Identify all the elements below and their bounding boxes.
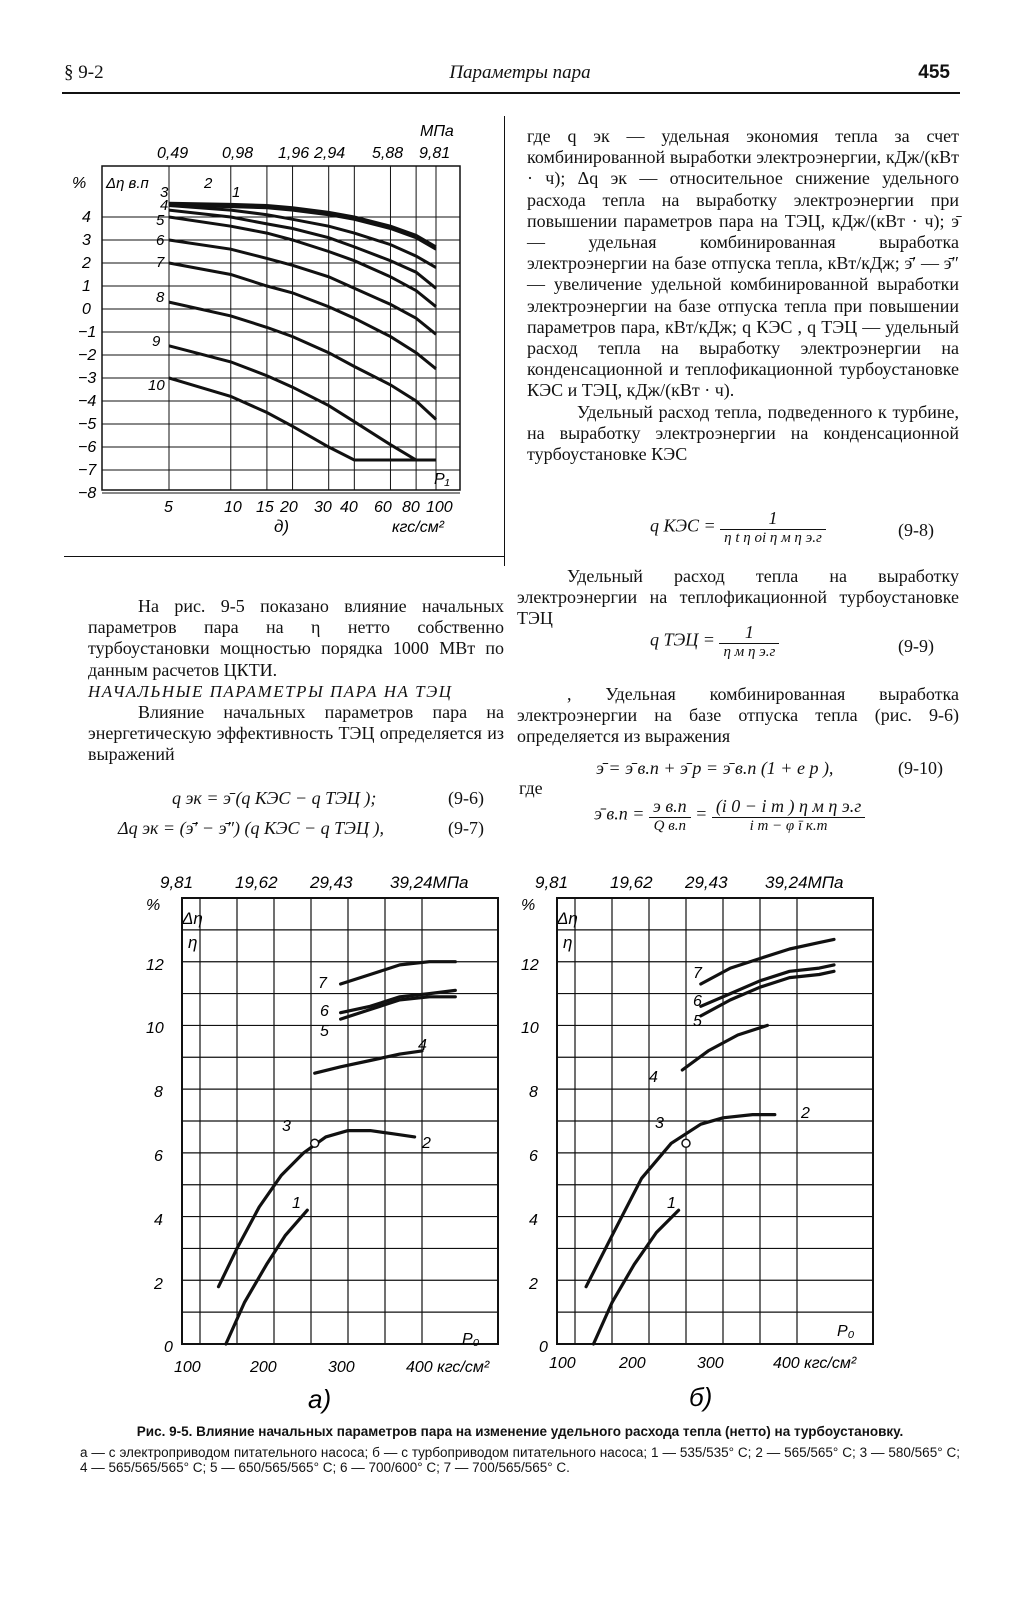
chart-d-y-tick: 0 [82, 301, 91, 318]
chart-a-curve-label: 1 [292, 1195, 301, 1212]
chart-b-curve-label: 6 [693, 993, 702, 1010]
chart-a-panel-label: а) [308, 1384, 332, 1414]
equation-number-9-9: (9-9) [898, 636, 934, 656]
eq8-fraction [720, 508, 826, 547]
chart-point-3 [311, 1139, 319, 1147]
chart-b-y-tick: 10 [521, 1020, 539, 1037]
chart-d-x-unit: кгс/см² [392, 519, 445, 536]
page-number: 455 [918, 62, 950, 83]
eq11-numerator-1: э в.п [649, 796, 691, 818]
chart-a-curve-label: 4 [418, 1037, 427, 1054]
paragraph-tec [517, 566, 959, 630]
chart-d-x-tick: 20 [280, 499, 298, 516]
chart-series-4 [682, 1025, 767, 1070]
chart-d-series-6 [169, 240, 436, 334]
chart-a-x-tick: 400 кгс/см² [406, 1359, 490, 1376]
chart-d-curve-label: 9 [152, 333, 161, 350]
eq11-equals: = [695, 803, 708, 824]
chart-a-y-tick: 12 [146, 957, 164, 974]
chart-d-x-tick: 60 [374, 499, 392, 516]
equation-number-9-7: (9-7) [448, 818, 484, 838]
chart-b-panel-label: б) [689, 1382, 713, 1412]
chart-b-curve-label: 7 [693, 965, 702, 982]
running-title: Параметры пара [449, 62, 591, 83]
chart-d-x-tick: 15 [256, 499, 274, 516]
chart-d-top-ticks [157, 145, 450, 162]
chart-d-x-tick: 10 [224, 499, 242, 516]
chart-b-curve-label: 2 [801, 1105, 810, 1122]
chart-d-y-tick: 4 [82, 209, 91, 226]
equation-9-7: Δq эк = (э̄′ − э̄″) (q КЭС − q ТЭЦ ), [118, 818, 384, 838]
chart-d-p-label: P₁ [434, 471, 450, 488]
equation-number-9-6: (9-6) [448, 788, 484, 808]
paragraph-fig-ref: На рис. 9-5 показано влияние начальных параметров пара на η нетто собственно турбоустановки мощностью порядка 1000 МВт по данным расчетов ЦКТИ. [88, 596, 504, 680]
chart-d-top-tick: 9,81 [419, 145, 451, 162]
chart-d-y-ticks [78, 209, 97, 502]
paragraph-combined [517, 684, 959, 748]
eq9-denominator: η м η э.г [723, 644, 776, 660]
chart-b-curve-label: 3 [655, 1115, 664, 1132]
chart-d-curve-label: 5 [156, 212, 165, 229]
chart-d-y-tick: 1 [82, 278, 91, 295]
eq9-fraction [719, 622, 779, 661]
chart-b-curve-label: 5 [693, 1013, 702, 1030]
eq9-lhs: q ТЭЦ = [650, 629, 715, 650]
chart-b-y-tick: 4 [529, 1212, 538, 1229]
chart-a-top-tick: 29,43 [310, 873, 353, 892]
chart-b-y-label-den: η [563, 933, 573, 952]
chart-b-x-tick: 400 кгс/см² [773, 1355, 857, 1372]
chart-b-y-tick: 2 [529, 1276, 538, 1293]
paragraph-influence: Влияние начальных параметров пара на энергетическую эффективность ТЭЦ определяется из выражений [88, 702, 504, 765]
eq11-denominator-1: Q в.п [653, 818, 686, 834]
header-rule [62, 92, 960, 94]
left-column [88, 596, 504, 766]
chart-d-y-tick: −1 [78, 324, 97, 341]
chart-d-curve-label: 10 [148, 377, 165, 394]
chart-series-2 [586, 1115, 775, 1287]
chart-series-7 [341, 962, 456, 984]
chart-a-curve-label: 2 [422, 1135, 431, 1152]
chart-b-top-tick: 29,43 [685, 873, 728, 892]
chart-d-top-tick: 5,88 [372, 145, 404, 162]
figure-rule [64, 556, 504, 557]
chart-d-curve-label: 1 [232, 184, 241, 201]
chart-a-x-tick: 300 [328, 1359, 355, 1376]
eq11-lhs: э̄ в.п = [594, 803, 645, 824]
chart-a-top-tick: 9,81 [160, 873, 194, 892]
chart-a-y-tick: 0 [164, 1339, 173, 1356]
equation-9-6: q эк = э̄ (q КЭС − q ТЭЦ ); [172, 788, 377, 808]
chart-b-y-tick: 12 [521, 957, 539, 974]
chart-b-x-ticks [549, 1355, 857, 1372]
section-heading: НАЧАЛЬНЫЕ ПАРАМЕТРЫ ПАРА НА ТЭЦ [88, 681, 453, 701]
chart-a-top-tick: 39,24МПа [390, 873, 469, 892]
chart-d-y-tick: −5 [78, 416, 97, 433]
chart-b-top-tick: 19,62 [610, 873, 653, 892]
chart-d-top-unit: МПа [420, 123, 454, 140]
chart-b-y-unit: % [521, 897, 536, 914]
column-divider [504, 116, 505, 566]
equation-number-9-10: (9-10) [898, 758, 943, 778]
caption-legend: а — с электроприводом питательного насоса; б — с турбоприводом питательного насоса; 1 — 535/535° С; 2 — 565/565° С; 3 — 580/565° С; 4 — 565/565/565° С; 5 — 650/565/565° С; 6 — 700/600° С; 7 — 700/565/565° С. [80, 1445, 960, 1475]
chart-d-y-unit: % [72, 175, 87, 192]
chart-a-y-tick: 2 [154, 1276, 163, 1293]
chart-b-curve-label: 4 [649, 1069, 658, 1086]
chart-d-y-tick: 2 [82, 255, 91, 272]
chart-a-y-unit: % [146, 897, 161, 914]
chart-d-x-tick: 40 [340, 499, 358, 516]
chart-b-y-tick: 0 [539, 1339, 548, 1356]
figure-caption [80, 1424, 960, 1475]
chart-a-y-tick: 6 [154, 1148, 163, 1165]
eq8-numerator: 1 [720, 508, 826, 530]
chart-a-y-label-den: η [188, 933, 198, 952]
chart-d-panel-label: д) [274, 517, 290, 536]
chart-a-x-tick: 200 [250, 1359, 277, 1376]
paragraph-combined-text: , Удельная комбинированная выработка электроэнергии на базе отпуска тепла (рис. 9-6) определяется из выражения [517, 684, 959, 747]
chart-a-y-label-num: Δη [182, 909, 203, 928]
eq11-fraction-2 [712, 796, 865, 835]
chart-a-x-tick: 100 [174, 1359, 201, 1376]
chart-a-curve-label: 7 [318, 975, 327, 992]
chart-a-curve-label: 5 [320, 1023, 329, 1040]
eq9-numerator: 1 [719, 622, 779, 644]
eq11-denominator-2: i т − φ ī к.т [749, 818, 828, 834]
chart-d-curve-label: 3 [160, 184, 169, 201]
equation-ev [594, 796, 865, 835]
paragraph-kes: Удельный расход тепла, подведенного к турбине, на выработку электроэнергии на конденсационной турбоустановке КЭС [527, 401, 959, 465]
caption-title: Рис. 9-5. Влияние начальных параметров пара на изменение удельного расхода тепла (нетто) на турбоустановку. [136, 1424, 904, 1439]
chart-b-y-label-num: Δη [557, 909, 578, 928]
chart-b-top-tick: 39,24МПа [765, 873, 844, 892]
chart-d-y-tick: 3 [82, 232, 91, 249]
chart-d-y-tick: −7 [78, 462, 97, 479]
chart-b-y-ticks [521, 957, 548, 1356]
chart-a-grid [182, 898, 498, 1344]
chart-a [140, 866, 520, 1416]
chart-d-top-tick: 1,96 [278, 145, 310, 162]
chart-d-curve-label: 2 [204, 175, 213, 192]
where-label: где [519, 778, 543, 798]
chart-d-x-tick: 5 [164, 499, 173, 516]
chart-d-y-label: Δη в.п [106, 175, 149, 192]
eq11-numerator-2: (i 0 − i т ) η м η э.г [712, 796, 865, 818]
chart-d-x-tick: 80 [402, 499, 420, 516]
chart-d-top-tick: 0,98 [222, 145, 254, 162]
paragraph-tec-text: Удельный расход тепла на выработку электроэнергии на теплофикационной турбоустановке ТЭЦ [517, 566, 959, 629]
chart-d-y-tick: −6 [78, 439, 97, 456]
chart-b-x-tick: 200 [619, 1355, 646, 1372]
section-number: § 9-2 [64, 62, 104, 83]
right-column [527, 126, 959, 465]
chart-b [515, 866, 895, 1416]
chart-a-x-ticks [174, 1359, 490, 1376]
chart-b-p-label: P₀ [837, 1323, 855, 1340]
chart-b-y-tick: 6 [529, 1148, 538, 1165]
chart-a-top-tick: 19,62 [235, 873, 278, 892]
chart-b-y-tick: 8 [529, 1084, 538, 1101]
chart-d-curve-label: 8 [156, 289, 165, 306]
chart-d-y-tick: −3 [78, 370, 97, 387]
chart-d-top-tick: 0,49 [157, 145, 189, 162]
chart-d-x-tick: 100 [426, 499, 453, 516]
chart-a-p-label: P₀ [462, 1331, 480, 1348]
equation-9-9 [650, 622, 779, 661]
equation-9-10: э̄ = э̄ в.п + э̄ р = э̄ в.п (1 + e р ), [596, 758, 834, 778]
chart-b-top-tick: 9,81 [535, 873, 569, 892]
chart-b-curve-label: 1 [667, 1195, 676, 1212]
chart-a-y-ticks [146, 957, 173, 1356]
eq11-fraction-1 [649, 796, 691, 835]
chart-d-series-9 [169, 346, 436, 460]
chart-a-curve-label: 3 [282, 1118, 291, 1135]
eq8-denominator: η t η oi η м η э.г [724, 530, 822, 546]
chart-d-y-tick: −4 [78, 393, 97, 410]
chart-b-x-tick: 100 [549, 1355, 576, 1372]
chart-series-1 [594, 1210, 679, 1344]
chart-a-curve-label: 6 [320, 1003, 329, 1020]
chart-d-y-tick: −2 [78, 347, 97, 364]
paragraph-definitions: где q эк — удельная экономия тепла за счет комбинированной выработки электроэнергии, кДж/(кВт · ч); Δq эк — относительное снижение удельного расхода тепла на выработку электроэнергии при повышении параметров пара на ТЭЦ, кДж/(кВт · ч); э̄ — удельная комбинированная выработка электроэнергии на базе отпуска тепла, кВт/кДж; э̄′ — э̄″ — увеличение удельной комбинированной выработки электроэнергии на базе отпуска тепла при повышении параметров пара, кВт/кДж; q КЭС , q ТЭЦ — удельный расход тепла на выработку электроэнергии на конденсационной и теплофикационной турбоустановке КЭС и ТЭЦ, кДж/(кВт · ч). [527, 126, 959, 401]
chart-series-1 [226, 1210, 307, 1344]
chart-series-4 [315, 1051, 422, 1073]
chart-point-3 [682, 1139, 690, 1147]
chart-a-y-tick: 4 [154, 1212, 163, 1229]
equation-number-9-8: (9-8) [898, 520, 934, 540]
chart-a-y-tick: 8 [154, 1084, 163, 1101]
chart-d-x-ticks [164, 499, 453, 516]
chart-d-top-tick: 2,94 [314, 145, 346, 162]
eq8-lhs: q КЭС = [650, 515, 716, 536]
chart-d-curve-label: 7 [156, 254, 165, 271]
chart-b-x-tick: 300 [697, 1355, 724, 1372]
chart-d-series-8 [169, 302, 436, 419]
equation-9-8 [650, 508, 826, 547]
chart-d-curve-label: 6 [156, 232, 165, 249]
chart-d-curve-label: 4 [160, 197, 169, 214]
chart-d [64, 100, 504, 550]
chart-d-y-tick: −8 [78, 485, 97, 502]
chart-a-y-tick: 10 [146, 1020, 164, 1037]
chart-d-x-tick: 30 [314, 499, 332, 516]
